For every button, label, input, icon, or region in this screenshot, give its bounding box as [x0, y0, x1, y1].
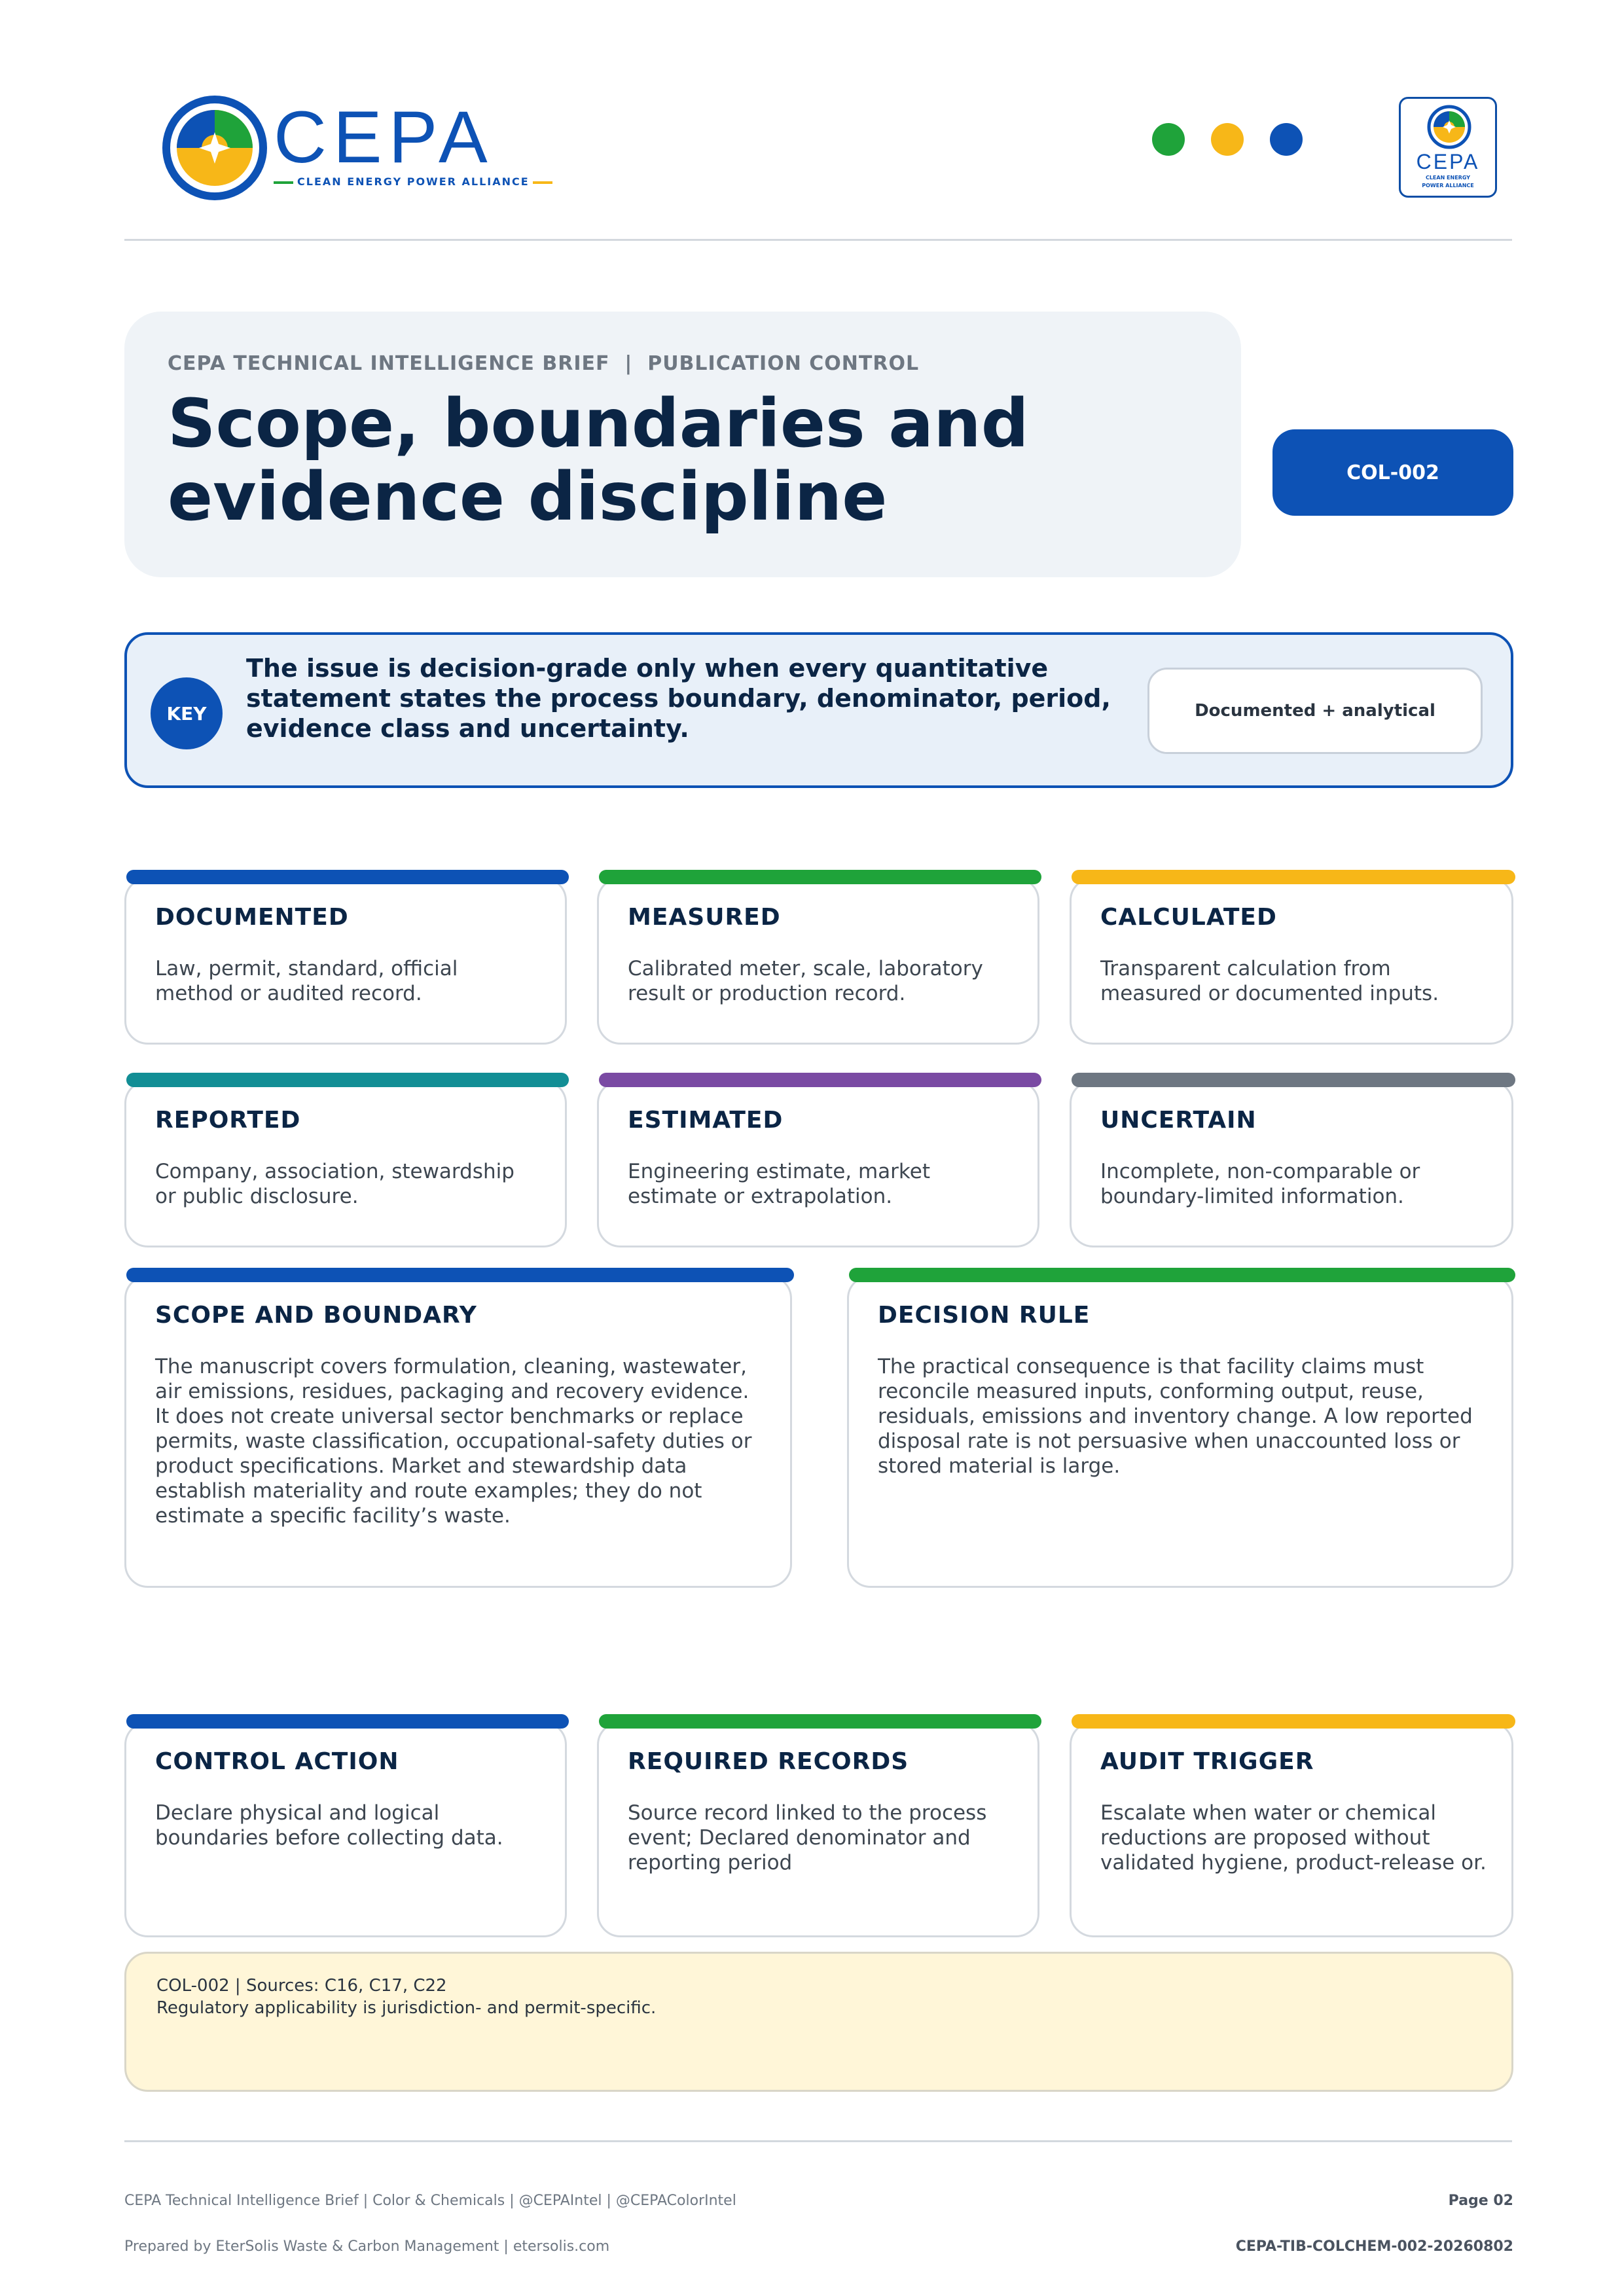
- card-body: Engineering estimate, market estimate or extrapolation.: [628, 1160, 930, 1208]
- cepa-badge-emblem-icon: [1426, 104, 1472, 150]
- cepa-badge-logo: [1399, 97, 1497, 198]
- badge-tagline-1: CLEAN ENERGY: [1425, 175, 1471, 181]
- badge-tagline-2: POWER ALLIANCE: [1422, 183, 1474, 188]
- card-title: CONTROL ACTION: [155, 1748, 399, 1775]
- card-body: Escalate when water or chemical reductions are proposed without validated hygiene, product-release or.: [1100, 1801, 1487, 1874]
- decision-rule-card: [847, 1275, 1513, 1588]
- brand-tagline-rule-left: [274, 181, 293, 184]
- yellow-dot: [1211, 123, 1244, 156]
- card-body: Incomplete, non-comparable or boundary-limited information.: [1100, 1160, 1420, 1208]
- card-title: MEASURED: [628, 904, 781, 931]
- footer-publication-line: CEPA Technical Intelligence Brief | Color & Chemicals | @CEPAIntel | @CEPAColorIntel: [124, 2193, 736, 2209]
- brand-name: CEPA: [274, 96, 494, 178]
- card-title: SCOPE AND BOUNDARY: [155, 1302, 477, 1329]
- key-evidence-pill: Documented + analytical: [1147, 668, 1483, 754]
- blue-dot: [1270, 123, 1303, 156]
- page-title: [168, 387, 1215, 534]
- card-title: CALCULATED: [1100, 904, 1277, 931]
- card-title: DOCUMENTED: [155, 904, 349, 931]
- card-accent-bar: [599, 870, 1041, 884]
- page-number: Page 02: [1448, 2193, 1513, 2209]
- card-body: The practical consequence is that facility claims must reconcile measured inputs, conforming output, reuse, residuals, emissions and inventory change. A low reported disposal rate is not persuasive when unaccounted loss or stored material is large.: [878, 1355, 1473, 1478]
- card-body: Calibrated meter, scale, laboratory result or production record.: [628, 957, 983, 1005]
- source-note-line-1: COL-002 | Sources: C16, C17, C22: [156, 1976, 447, 1996]
- page-title-line-1: Scope, boundaries and: [168, 385, 1029, 463]
- card-title: REQUIRED RECORDS: [628, 1748, 909, 1775]
- card-body: Declare physical and logical boundaries before collecting data.: [155, 1801, 503, 1850]
- audit-trigger-card: [1070, 1721, 1513, 1937]
- card-body: Transparent calculation from measured or documented inputs.: [1100, 957, 1439, 1005]
- badge-brand-name: CEPA: [1416, 150, 1480, 173]
- required-records-card: [597, 1721, 1039, 1937]
- card-accent-bar: [126, 1073, 569, 1087]
- evidence-card-estimated: [597, 1080, 1039, 1247]
- green-dot: [1152, 123, 1185, 156]
- card-accent-bar: [126, 1268, 794, 1282]
- evidence-card-uncertain: [1070, 1080, 1513, 1247]
- key-statement: The issue is decision-grade only when every quantitative statement states the process boundary, denominator, period, evidence class and uncertainty.: [246, 654, 1111, 743]
- card-title: AUDIT TRIGGER: [1100, 1748, 1314, 1775]
- document-id: CEPA-TIB-COLCHEM-002-20260802: [1235, 2238, 1513, 2255]
- source-note-line-2: Regulatory applicability is jurisdiction- and permit-specific.: [156, 1998, 657, 2018]
- card-accent-bar: [599, 1714, 1041, 1729]
- brand-tagline-rule-right: [533, 181, 552, 184]
- card-accent-bar: [1072, 870, 1515, 884]
- card-accent-bar: [599, 1073, 1041, 1087]
- card-accent-bar: [849, 1268, 1515, 1282]
- brand-tagline: CLEAN ENERGY POWER ALLIANCE: [297, 175, 530, 188]
- footer-divider: [124, 2140, 1512, 2142]
- card-body: Company, association, stewardship or public disclosure.: [155, 1160, 514, 1208]
- card-title: ESTIMATED: [628, 1107, 784, 1134]
- eyebrow: CEPA TECHNICAL INTELLIGENCE BRIEF | PUBLICATION CONTROL: [168, 352, 920, 375]
- evidence-card-documented: [124, 877, 567, 1045]
- evidence-card-calculated: [1070, 877, 1513, 1045]
- card-title: UNCERTAIN: [1100, 1107, 1257, 1134]
- card-accent-bar: [126, 870, 569, 884]
- document-code-badge: COL-002: [1272, 429, 1513, 516]
- scope-boundary-card: [124, 1275, 792, 1588]
- card-title: REPORTED: [155, 1107, 301, 1134]
- cepa-logo: [162, 96, 562, 200]
- source-note: [124, 1952, 1513, 2092]
- control-action-card: [124, 1721, 567, 1937]
- card-body: Law, permit, standard, official method or audited record.: [155, 957, 458, 1005]
- card-accent-bar: [126, 1714, 569, 1729]
- card-title: DECISION RULE: [878, 1302, 1091, 1329]
- evidence-card-measured: [597, 877, 1039, 1045]
- card-body: Source record linked to the process event; Declared denominator and reporting period: [628, 1801, 987, 1874]
- page-title-line-2: evidence discipline: [168, 458, 888, 536]
- card-accent-bar: [1072, 1714, 1515, 1729]
- footer-prepared-by: Prepared by EterSolis Waste & Carbon Management | etersolis.com: [124, 2238, 610, 2255]
- header-divider: [124, 239, 1512, 241]
- card-body: The manuscript covers formulation, cleaning, wastewater, air emissions, residues, packaging and recovery evidence. It does not create universal sector benchmarks or replace permits, waste classification, occupational-safety duties or product specifications. Market and stewardship data establish materiality and route examples; they do not estimate a specific facility’s waste.: [155, 1355, 752, 1528]
- evidence-card-reported: [124, 1080, 567, 1247]
- card-accent-bar: [1072, 1073, 1515, 1087]
- key-badge: KEY: [151, 677, 223, 749]
